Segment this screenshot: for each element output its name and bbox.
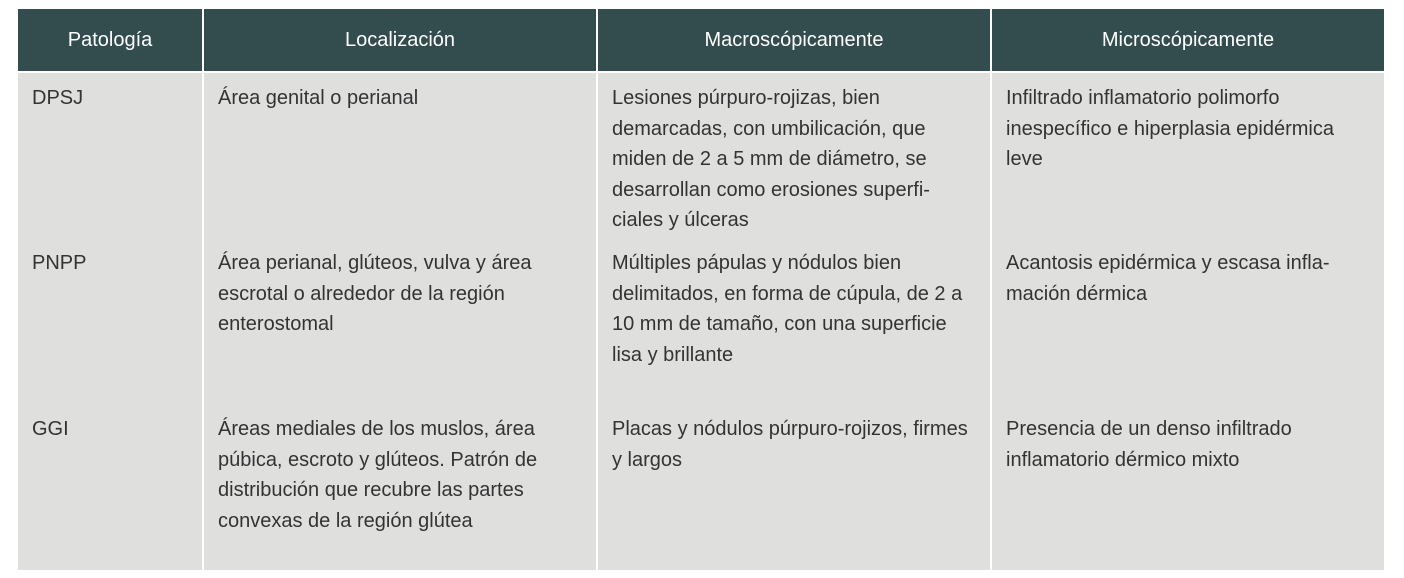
header-macroscopic: Macroscópicamente bbox=[597, 9, 991, 72]
cell-microscopic: Presencia de un denso infiltrado inflamatorio dérmico mixto bbox=[991, 404, 1384, 570]
cell-location: Área perianal, glúteos, vulva y área escrotal o alrededor de la región enterostomal bbox=[203, 238, 597, 404]
table-row bbox=[18, 404, 1384, 570]
cell-pathology: GGI bbox=[18, 404, 203, 570]
pathology-table bbox=[18, 9, 1384, 570]
header-location: Localización bbox=[203, 9, 597, 72]
cell-microscopic: Acantosis epidérmica y escasa infla-mación dérmica bbox=[991, 238, 1384, 404]
cell-pathology: PNPP bbox=[18, 238, 203, 404]
cell-microscopic: Infiltrado inflamatorio polimorfo inespecífico e hiperplasia epidérmica leve bbox=[991, 72, 1384, 238]
cell-location: Áreas mediales de los muslos, área púbica, escroto y glúteos. Patrón de distribución que recubre las partes convexas de la región glútea bbox=[203, 404, 597, 570]
pathology-table-container bbox=[18, 9, 1384, 570]
cell-location: Área genital o perianal bbox=[203, 72, 597, 238]
header-pathology: Patología bbox=[18, 9, 203, 72]
table-row bbox=[18, 238, 1384, 404]
cell-macroscopic: Placas y nódulos púrpuro-rojizos, firmes y largos bbox=[597, 404, 991, 570]
table-header-row bbox=[18, 9, 1384, 72]
table-row bbox=[18, 72, 1384, 238]
header-microscopic: Microscópicamente bbox=[991, 9, 1384, 72]
cell-pathology: DPSJ bbox=[18, 72, 203, 238]
cell-macroscopic: Múltiples pápulas y nódulos bien delimitados, en forma de cúpula, de 2 a 10 mm de tamaño, con una superficie lisa y brillante bbox=[597, 238, 991, 404]
cell-macroscopic: Lesiones púrpuro-rojizas, bien demarcadas, con umbilicación, que miden de 2 a 5 mm de diámetro, se desarrollan como erosiones superfi-ciales y úlceras bbox=[597, 72, 991, 238]
